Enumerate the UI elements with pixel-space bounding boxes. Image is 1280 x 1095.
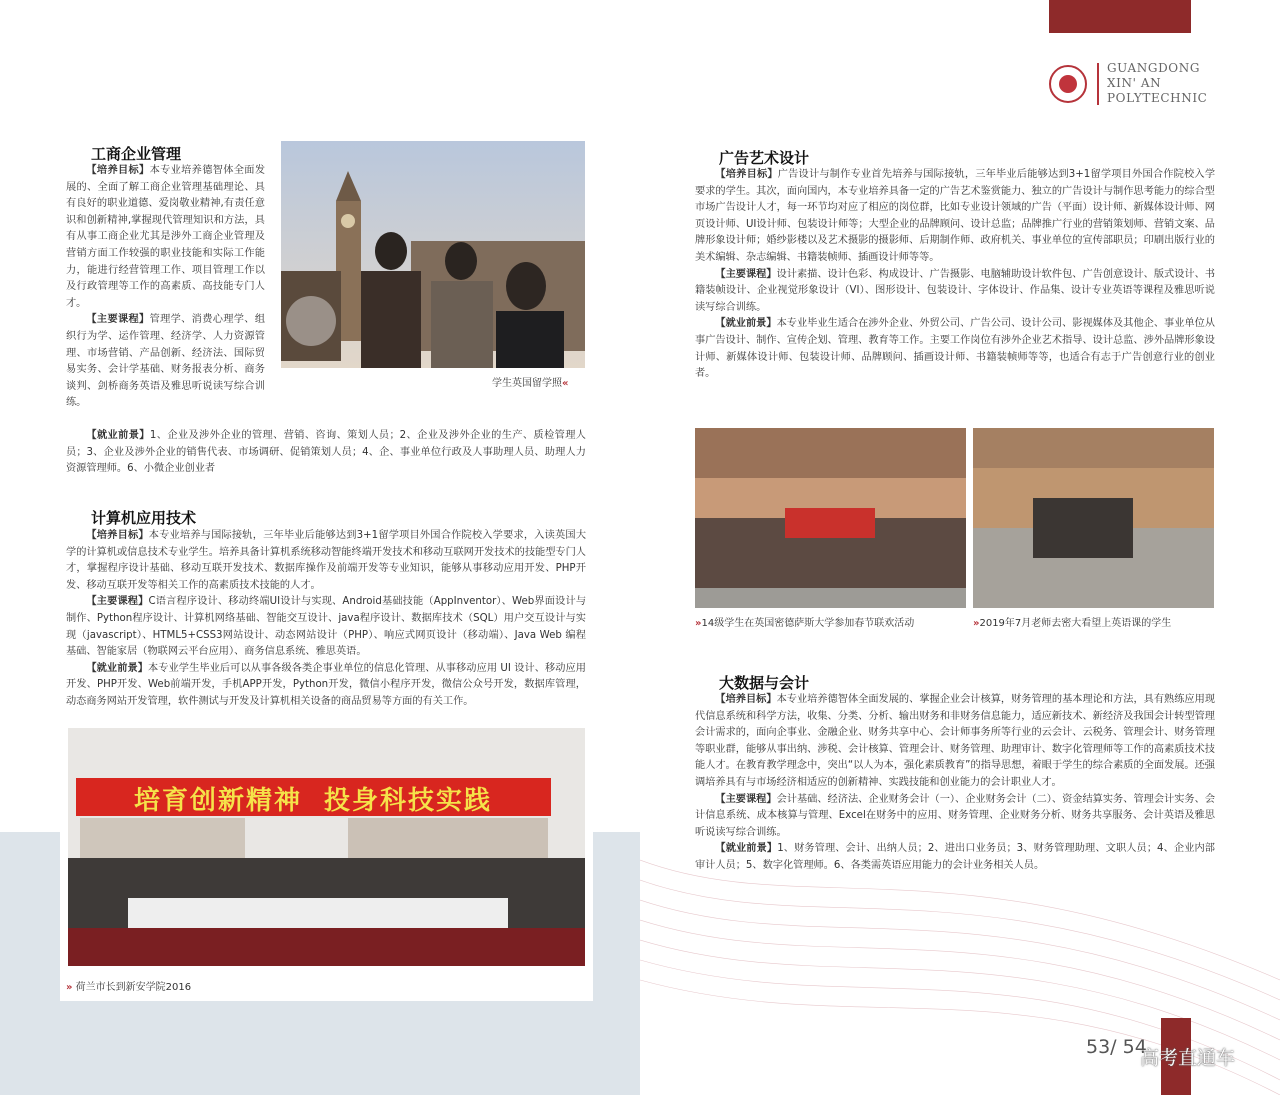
goal-label: 【培养目标】 — [86, 165, 150, 176]
logo-line-1: GUANGDONG — [1107, 61, 1201, 75]
college-logo — [1049, 65, 1087, 103]
photo-dutch-mayor-visit — [68, 728, 585, 966]
course-label: 【主要课程】 — [715, 268, 777, 280]
chevron-right-icon: » — [66, 982, 73, 993]
bigdata-course-text: 会计基础、经济法、企业财务会计（一）、企业财务会计（二）、资金结算实务、管理会计实务、会计信息系统、成本核算与管理、Excel在财务中的应用、财务管理、企业财务分析、财务共享服务、会计英语及雅思听说读写综合训练。 — [695, 793, 1216, 838]
computer-career-text: 本专业学生毕业后可以从事各级各类企事业单位的信息化管理、从事移动应用 UI 设计、移动应用开发、PHP开发、Web前端开发，手机APP开发，Python开发，微信小程序开发，微信公众号开发，数据库管理，动态商务网站开发管理，软件测试与开发及计算机相关设备的商品贸易等方面的有关工作。 — [66, 662, 586, 707]
chevron-right-icon: » — [973, 618, 980, 629]
caption-uk-students — [492, 374, 568, 389]
business-text-lower — [66, 428, 586, 478]
logo-divider — [1097, 63, 1099, 105]
advertising-course-text: 设计素描、设计色彩、构成设计、广告摄影、电脑辅助设计软件包、广告创意设计、版式设计、书籍装帧设计、企业视觉形象设计（VI）、图形设计、包装设计、字体设计、作品集、设计专业英语等课程及雅思听说读写综合训练。 — [695, 268, 1216, 313]
business-career-text: 1、企业及涉外企业的管理、营销、咨询、策划人员；2、企业及涉外企业的生产、质检管理人员；3、企业及涉外企业的销售代表、市场调研、促销策划人员；4、企、事业单位行政及人事助理人员、助理人力资源管理师。6、小微企业创业者 — [66, 430, 586, 475]
banner-slogan: 培育创新精神 投身科技实践 — [133, 786, 493, 816]
caption-teacher-visit-text: 2019年7月老师去密大看望上英语课的学生 — [979, 618, 1172, 629]
career-label: 【就业前景】 — [86, 430, 150, 441]
advertising-text — [695, 167, 1215, 383]
caption-spring-festival — [695, 614, 914, 629]
advertising-career-text: 本专业毕业生适合在涉外企业、外贸公司、广告公司、设计公司、影视媒体及其他企、事业单位从事广告设计、制作、宣传企划、管理、教育等工作。主要工作岗位有涉外企业艺术指导、设计总监、涉外品牌形象设计师、新媒体设计师、包装设计师、品牌顾问、插画设计师、书籍装帧师等等，也适合有志于广告创意行业的创业者。 — [695, 318, 1216, 380]
bigdata-text — [695, 692, 1215, 875]
bigdata-goal-text: 本专业培养德智体全面发展的、掌握企业会计核算，财务管理的基本理论和方法，具有熟练应用现代信息系统和科学方法，收集、分类、分析、输出财务和非财务信息能力，适应新技术、新经济及我国会计转型管理会计需求的，面向企事业、金融企业、财务共享中心、会计师事务所等行业的云会计、云税务、管理会计、财务管理等职业群，能够从事出纳、涉税、会计核算、管理会计、财务管理、助理审计、数字化管理师等工作的高素质技术技能人才。在教育教学理念中，突出“以人为本，强化素质教育”的指导思想，着眼于学生的综合素质的全面发展。还强调培养具有与市场经济相适应的创新精神、实践技能和创业能力的会计职业人才。 — [695, 694, 1216, 788]
caption-teacher-visit — [973, 614, 1171, 629]
logo-line-2: XIN' AN — [1107, 76, 1162, 90]
top-accent-bar — [1049, 0, 1191, 33]
course-label: 【主要课程】 — [86, 314, 150, 326]
page-number: 53/ 54 — [1086, 1036, 1147, 1058]
chevron-left-icon: « — [562, 378, 569, 389]
advertising-goal-text: 广告设计与制作专业首先培养与国际接轨，三年毕业后能够达到3+1留学项目外国合作院校入学要求的学生。其次，面向国内，本专业培养具备一定的广告艺术鉴赏能力、独立的广告设计与制作思考能力的综合型市场广告设计人才，每一环节均对应了相应的岗位群，比如专业设计领域的广告（平面）设计师、新媒体设计师、网页设计师、UI设计师、包装设计师等；大型企业的品牌顾问、设计总监；品牌推广行业的营销策划师、营销文案、品牌形象设计师；婚纱影楼以及艺术摄影的摄影师、后期制作师、政府机关、事业单位的宣传部职员；印刷出版行业的美术编辑、杂志编辑、书籍装帧师、插画设计师等等。 — [695, 169, 1216, 263]
caption-dutch-mayor-text: 荷兰市长到新安学院2016 — [75, 982, 192, 993]
goal-label: 【培养目标】 — [86, 530, 149, 541]
course-label: 【主要课程】 — [86, 596, 149, 608]
computer-course-text: C语言程序设计、移动终端UI设计与实现、Android基础技能（AppInventor）、Web界面设计与制作、Python程序设计、计算机网络基础、智能交互设计、java程序设计、数据库技术（SQL）用户交互设计与实现（javascript）、HTML5+CSS3网站设计、动态网站设计（PHP）、响应式网页设计（移动端）、Java Web 编程基础、智能家居（物联网云平台应用）、商务信息系统、雅思英语。 — [66, 596, 587, 658]
caption-uk-students-text: 学生英国留学照 — [492, 378, 562, 389]
course-label: 【主要课程】 — [715, 793, 777, 805]
goal-label: 【培养目标】 — [715, 169, 778, 180]
college-name-logo — [1107, 61, 1207, 106]
career-label: 【就业前景】 — [715, 318, 777, 330]
computer-goal-text: 本专业培养与国际接轨，三年毕业后能够达到3+1留学项目外国合作院校入学要求，入读英国大学的计算机或信息技术专业学生。培养具备计算机系统移动智能终端开发技术和移动互联网开发技术的技能型专门人才，掌握程序设计基础、移动互联开发技术、数据库操作及前端开发等专业知识，能够从事移动应用开发、PHP开发、移动互联开发等相关工作的高素质技术技能的人才。 — [66, 530, 587, 591]
photo-spring-festival — [695, 428, 966, 608]
caption-dutch-mayor — [66, 978, 191, 993]
watermark-text: 高考直通车 — [1140, 1047, 1236, 1069]
section-title-business: 工商企业管理 — [91, 145, 182, 163]
caption-spring-festival-text: 14级学生在英国密德萨斯大学参加春节联欢活动 — [701, 618, 915, 629]
logo-line-3: POLYTECHNIC — [1107, 91, 1208, 105]
section-title-bigdata: 大数据与会计 — [719, 674, 810, 692]
photo-teacher-visit — [973, 428, 1214, 608]
career-label: 【就业前景】 — [86, 662, 148, 674]
bigdata-career-text: 1、财务管理、会计、出纳人员；2、进出口业务员；3、财务管理助理、文职人员；4、企业内部审计人员；5、数字化管理师。6、各类需英语应用能力的会计业务相关人员。 — [695, 843, 1215, 871]
chevron-right-icon: » — [695, 618, 702, 629]
business-text-upper — [66, 163, 265, 412]
career-label: 【就业前景】 — [715, 843, 778, 855]
section-title-advertising: 广告艺术设计 — [719, 149, 810, 167]
photo-uk-students — [281, 141, 585, 368]
business-course-text: 管理学、消费心理学、组织行为学、运作管理、经济学、人力资源管理、市场营销、产品创新、经济法、国际贸易实务、会计学基础、财务报表分析、商务谈判、剑桥商务英语及雅思听说读写综合训练。 — [66, 314, 266, 409]
section-title-computer: 计算机应用技术 — [91, 509, 197, 527]
business-goal-text: 本专业培养德智体全面发展的、全面了解工商企业管理基础理论、具有良好的职业道德、爱岗敬业精神,有责任意识和创新精神,掌握现代管理知识和方法，具有从事工商企业尤其是涉外工商企业管理及营销方面工作较强的职业技能和实际工作能力，能进行经营管理工作、项目管理工作以及行政管理等工作的高素质、高技能专门人才。 — [66, 165, 266, 309]
goal-label: 【培养目标】 — [715, 694, 777, 705]
computer-text — [66, 528, 586, 711]
